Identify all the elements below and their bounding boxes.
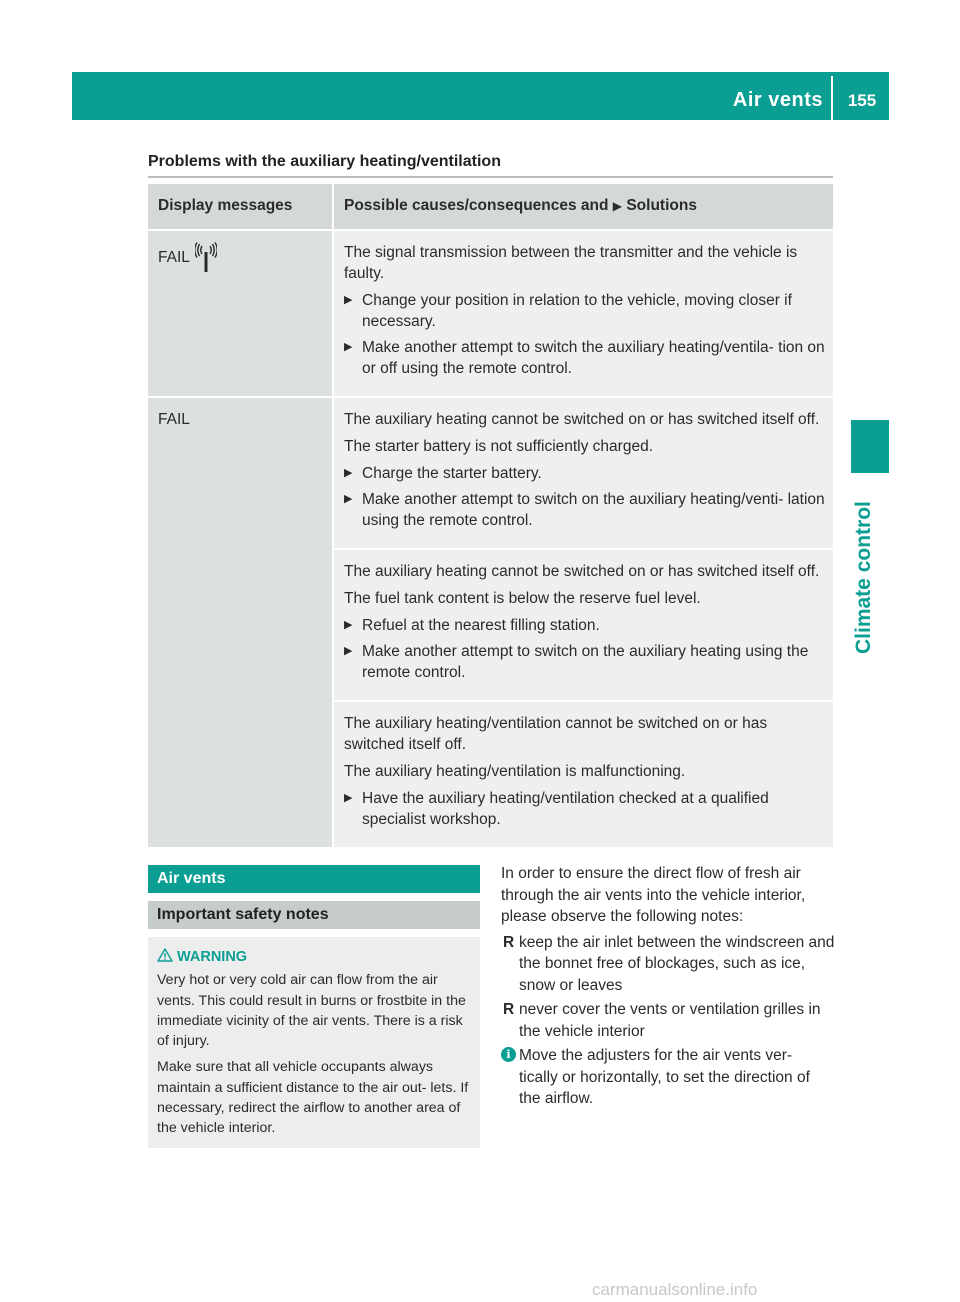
causes-cell	[334, 548, 833, 700]
display-message: FAIL	[158, 411, 190, 428]
column-header-causes-suffix: Solutions	[626, 197, 697, 214]
causes-cell	[334, 700, 833, 847]
air-vents-heading: Air vents	[148, 865, 480, 893]
header-divider	[831, 76, 833, 120]
solution-step	[344, 337, 827, 379]
solution-step	[344, 463, 827, 484]
list-item	[501, 999, 835, 1042]
cause-text: The auxiliary heating/ventilation is malfunctioning.	[344, 763, 686, 780]
warning-label: WARNING	[177, 949, 248, 965]
arrow-icon: ▶	[344, 467, 353, 479]
warning-triangle-icon	[157, 948, 173, 962]
list-item-text: never cover the vents or ventilation grilles in the vehicle interior	[519, 1001, 821, 1040]
section-divider	[148, 176, 833, 178]
solution-step	[344, 788, 827, 830]
info-text: Move the adjusters for the air vents ver- tically or horizontally, to set the direction of the airflow.	[519, 1047, 810, 1107]
arrow-icon: ▶	[344, 341, 353, 353]
arrow-icon: ▶	[344, 493, 353, 505]
list-item	[501, 932, 835, 997]
cause-text: The starter battery is not sufficiently charged.	[344, 438, 654, 455]
column-header-display	[148, 184, 334, 229]
section-title: Problems with the auxiliary heating/ventilation	[148, 153, 501, 170]
cause-text: The auxiliary heating cannot be switched on or has switched itself off.	[344, 411, 820, 428]
warning-text: Make sure that all vehicle occupants always maintain a sufficient distance to the air out- lets. If necessary, redirect the airflow to another area of the vehicle interior.	[157, 1059, 469, 1137]
solution-text: Refuel at the nearest filling station.	[362, 617, 600, 634]
page-number: 155	[847, 91, 877, 110]
solution-text: Make another attempt to switch the auxiliary heating/ventila- tion on or off using the remote control.	[362, 339, 825, 377]
arrow-icon: ▶	[344, 645, 353, 657]
solution-step	[344, 290, 827, 332]
solution-step	[344, 489, 827, 531]
side-tab-marker	[851, 420, 889, 473]
air-vents-left-column	[148, 865, 480, 1148]
cause-text: The auxiliary heating/ventilation cannot be switched on or has switched itself off.	[344, 715, 768, 753]
safety-notes-heading: Important safety notes	[148, 901, 480, 929]
header-bar	[72, 72, 889, 120]
problems-table	[148, 184, 833, 847]
display-message-cell	[148, 396, 334, 847]
column-header-causes-prefix: Possible causes/consequences and	[344, 197, 609, 214]
solution-text: Make another attempt to switch on the auxiliary heating/venti- lation using the remote control.	[362, 491, 825, 529]
column-header-causes	[334, 184, 833, 229]
info-icon: i	[501, 1047, 516, 1062]
causes-cell	[334, 229, 833, 396]
warning-box	[148, 937, 480, 1148]
cause-text: The signal transmission between the transmitter and the vehicle is faulty.	[344, 244, 798, 282]
watermark: carmanualsonline.info	[592, 1280, 758, 1299]
table-header-row	[148, 184, 833, 229]
solution-text: Make another attempt to switch on the auxiliary heating using the remote control.	[362, 643, 809, 681]
cause-text: The auxiliary heating cannot be switched on or has switched itself off.	[344, 563, 820, 580]
air-vents-right-column	[501, 863, 835, 1110]
warning-header	[157, 947, 472, 967]
header-title: Air vents	[732, 89, 823, 111]
table-row	[148, 229, 833, 396]
cause-text: The fuel tank content is below the reserve fuel level.	[344, 590, 701, 607]
arrow-icon: ▶	[344, 792, 353, 804]
arrow-icon: ▶	[344, 294, 353, 306]
bullet-r-icon: R	[503, 933, 515, 951]
info-note	[501, 1045, 835, 1110]
causes-cell	[334, 396, 833, 548]
column-header-display-label: Display messages	[158, 197, 293, 214]
arrow-icon: ▶	[344, 619, 353, 631]
warning-text: Very hot or very cold air can flow from the air vents. This could result in burns or frostbite in the immediate vicinity of the air vents. There is a risk of injury.	[157, 972, 466, 1050]
bullet-r-icon: R	[503, 1001, 515, 1018]
arrow-icon: ▶	[612, 199, 623, 213]
solution-text: Have the auxiliary heating/ventilation checked at a qualified specialist workshop.	[362, 790, 769, 828]
solution-step	[344, 641, 827, 683]
solution-text: Change your position in relation to the vehicle, moving closer if necessary.	[362, 292, 792, 330]
solution-text: Charge the starter battery.	[362, 465, 542, 482]
display-message-cell	[148, 229, 334, 396]
solution-step	[344, 615, 827, 636]
display-message: FAIL	[158, 249, 190, 266]
intro-text: In order to ensure the direct flow of fresh air through the air vents into the vehicle interior, please observe the following notes:	[501, 865, 806, 925]
radio-signal-icon	[195, 242, 217, 274]
list-item-text: keep the air inlet between the windscreen and the bonnet free of blockages, such as ice, snow or leaves	[519, 933, 835, 994]
table-row	[148, 396, 833, 548]
side-tab-label: Climate control	[852, 501, 875, 654]
